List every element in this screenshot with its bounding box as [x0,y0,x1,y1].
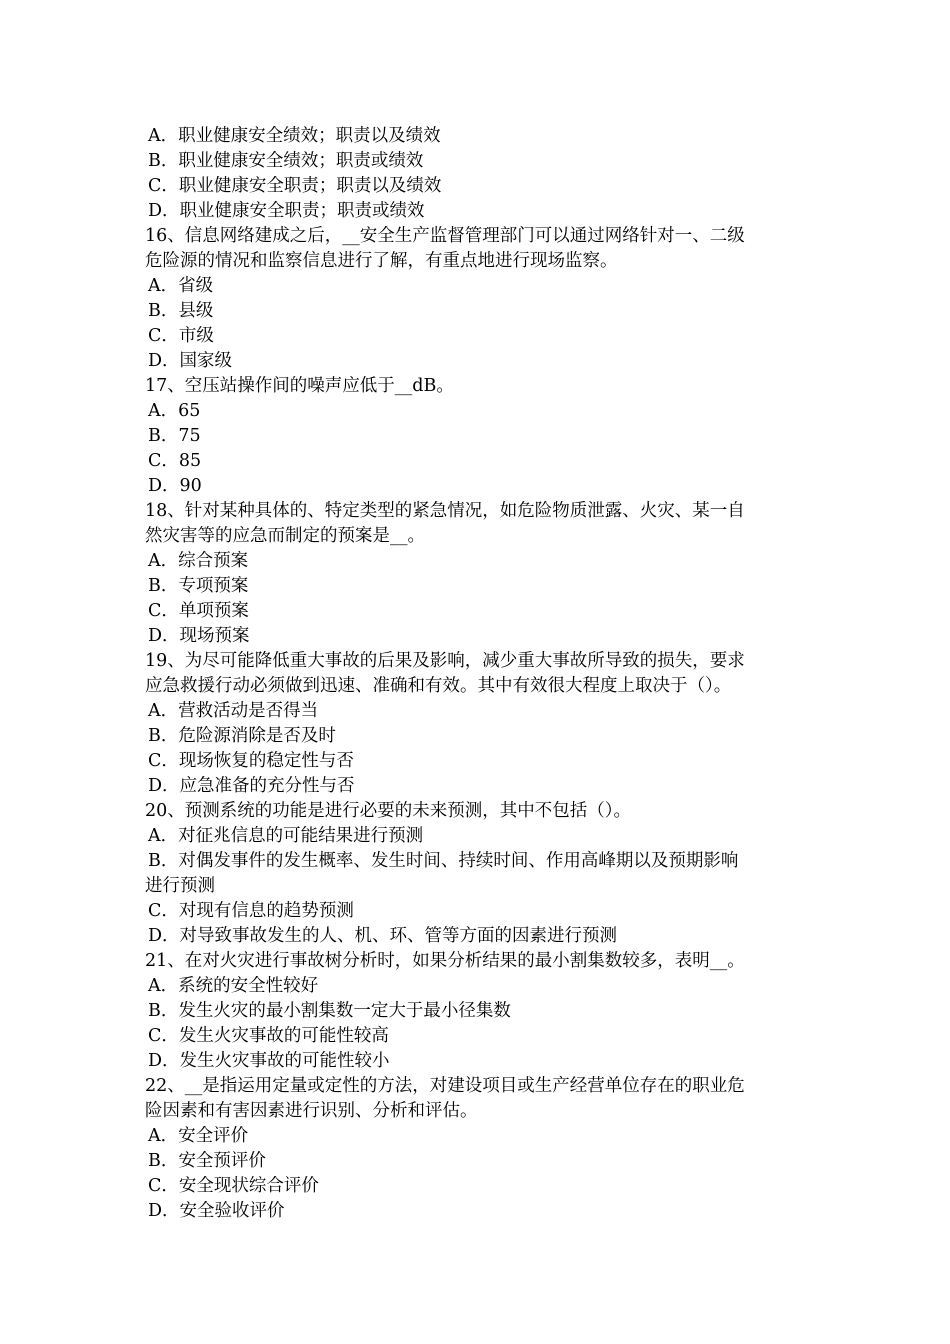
option-b: B．危险源消除是否及时 [148,726,336,746]
option-b: B．75 [148,426,201,446]
option-d: D．应急准备的充分性与否 [148,776,355,796]
option-d: D．对导致事故发生的人、机、环、管等方面的因素进行预测 [148,926,618,946]
option-b-continuation: 进行预测 [145,876,215,896]
option-a: A．安全评价 [148,1126,249,1146]
question-text: 应急救援行动必须做到迅速、准确和有效。其中有效很大程度上取决于（）。 [145,676,732,696]
option-b: B．县级 [148,301,214,321]
option-b: B．职业健康安全绩效；职责或绩效 [148,151,424,171]
question-text: 17、空压站操作间的噪声应低于__dB。 [145,376,454,396]
question-text: 22、__是指运用定量或定性的方法，对建设项目或生产经营单位存在的职业危 [145,1076,745,1096]
question-text: 危险源的情况和监察信息进行了解，有重点地进行现场监察。 [145,251,618,271]
option-c: C．现场恢复的稳定性与否 [148,751,354,771]
question-19 [145,649,813,799]
option-c: C．单项预案 [148,601,249,621]
question-text: 18、针对某种具体的、特定类型的紧急情况，如危险物质泄露、火灾、某一自 [145,501,745,521]
question-20 [145,799,813,949]
option-a: A．系统的安全性较好 [148,976,319,996]
question-text: 16、信息网络建成之后，__安全生产监督管理部门可以通过网络针对一、二级 [145,226,745,246]
previous-question-options [145,124,813,224]
option-a: A．营救活动是否得当 [148,701,319,721]
option-c: C．安全现状综合评价 [148,1176,319,1196]
option-d: D．职业健康安全职责；职责或绩效 [148,201,425,221]
question-16 [145,224,813,374]
option-b: B．安全预评价 [148,1151,266,1171]
question-text: 险因素和有害因素进行识别、分析和评估。 [145,1101,478,1121]
option-c: C．对现有信息的趋势预测 [148,901,354,921]
option-c: C．市级 [148,326,214,346]
question-22 [145,1074,813,1224]
question-17 [145,374,813,499]
question-text: 然灾害等的应急而制定的预案是__。 [145,526,425,546]
question-21 [145,949,813,1074]
option-c: C．职业健康安全职责；职责以及绩效 [148,176,442,196]
option-a: A．65 [148,401,201,421]
option-a: A．职业健康安全绩效；职责以及绩效 [148,126,441,146]
option-d: D．发生火灾事故的可能性较小 [148,1051,390,1071]
question-text: 20、预测系统的功能是进行必要的未来预测，其中不包括（）。 [145,801,632,821]
option-b: B．发生火灾的最小割集数一定大于最小径集数 [148,1001,511,1021]
option-a: A．省级 [148,276,214,296]
option-a: A．对征兆信息的可能结果进行预测 [148,826,424,846]
option-b: B．专项预案 [148,576,249,596]
question-text: 21、在对火灾进行事故树分析时，如果分析结果的最小割集数较多，表明__。 [145,951,745,971]
question-18 [145,499,813,649]
option-d: D．安全验收评价 [148,1201,285,1221]
option-a: A．综合预案 [148,551,249,571]
option-b: B．对偶发事件的发生概率、发生时间、持续时间、作用高峰期以及预期影响 [148,851,739,871]
option-c: C．85 [148,451,202,471]
option-d: D．90 [148,476,202,496]
option-d: D．现场预案 [148,626,250,646]
option-d: D．国家级 [148,351,233,371]
option-c: C．发生火灾事故的可能性较高 [148,1026,389,1046]
document-content [145,124,813,1224]
question-text: 19、为尽可能降低重大事故的后果及影响，减少重大事故所导致的损失，要求 [145,651,745,671]
